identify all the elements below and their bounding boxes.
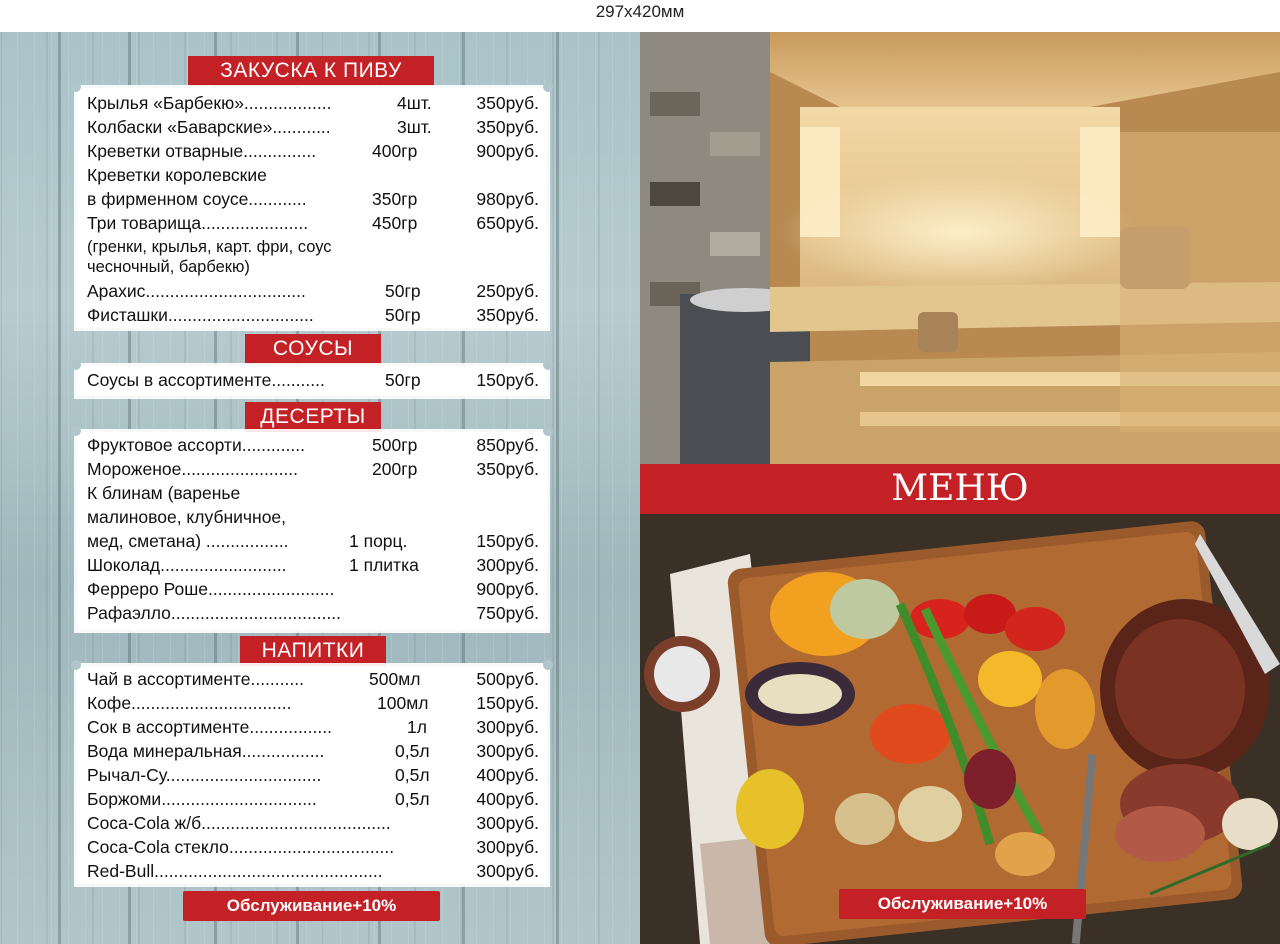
item-qty: 1 плитка	[349, 555, 419, 575]
plank-seam	[556, 32, 559, 944]
item-price: 300руб.	[476, 555, 539, 575]
item-qty: 50гр	[385, 305, 421, 325]
item-name: малиновое, клубничное,	[87, 507, 287, 527]
item-price: 980руб.	[476, 189, 539, 209]
menu-item	[87, 530, 539, 553]
sauces-card	[77, 366, 547, 396]
item-name: Чай в ассортименте...........	[87, 669, 304, 689]
item-price: 750руб.	[476, 603, 539, 623]
item-price: 150руб.	[476, 693, 539, 713]
item-qty: 50гр	[385, 281, 421, 301]
menu-item	[87, 554, 539, 577]
menu-item	[87, 212, 539, 235]
menu-item	[87, 92, 539, 115]
item-qty: 1 порц.	[349, 531, 408, 551]
item-name: Вода минеральная.................	[87, 741, 325, 761]
snacks-card	[77, 88, 547, 328]
item-price: 850руб.	[476, 435, 539, 455]
item-name: в фирменном соусе............	[87, 189, 307, 209]
item-name: Фруктовое ассорти.............	[87, 435, 305, 455]
item-name: Coca-Cola ж/б.......................................	[87, 813, 391, 833]
item-qty: 50гр	[385, 370, 421, 390]
menu-item	[87, 740, 539, 763]
menu-item	[87, 578, 539, 601]
menu-item	[87, 369, 539, 392]
item-price: 350руб.	[476, 117, 539, 137]
menu-title-band: МЕНЮ	[640, 464, 1280, 514]
menu-item	[87, 482, 539, 505]
section-title-sauces: СОУСЫ	[245, 334, 381, 364]
size-label: 297x420мм	[595, 2, 685, 21]
plank-seam	[58, 32, 61, 944]
item-name: (гренки, крылья, карт. фри, соус	[87, 238, 332, 256]
item-price: 350руб.	[476, 305, 539, 325]
menu-left-panel	[0, 32, 640, 944]
item-price: 400руб.	[476, 765, 539, 785]
item-qty: 500мл	[369, 669, 421, 689]
menu-item	[87, 764, 539, 787]
item-qty: 3шт.	[397, 117, 432, 137]
item-qty: 100мл	[377, 693, 429, 713]
section-title-drinks: НАПИТКИ	[240, 636, 386, 666]
item-price: 650руб.	[476, 213, 539, 233]
menu-item	[87, 812, 539, 835]
item-qty: 0,5л	[395, 741, 430, 761]
item-name: Арахис.................................	[87, 281, 306, 301]
item-name: Колбаски «Баварские»............	[87, 117, 331, 137]
menu-item	[87, 116, 539, 139]
item-name: Три товарища......................	[87, 213, 309, 233]
item-qty: 400гр	[372, 141, 418, 161]
item-qty: 0,5л	[395, 765, 430, 785]
menu-item	[87, 188, 539, 211]
item-price: 500руб.	[476, 669, 539, 689]
item-price: 300руб.	[476, 717, 539, 737]
service-charge-badge-cover: Обслуживание+10%	[839, 889, 1086, 919]
item-price: 300руб.	[476, 813, 539, 833]
item-name: Крылья «Барбекю»..................	[87, 93, 332, 113]
item-name: Фисташки..............................	[87, 305, 314, 325]
item-name: мед, сметана) .................	[87, 531, 289, 551]
item-price: 300руб.	[476, 861, 539, 881]
item-price: 300руб.	[476, 837, 539, 857]
item-name: Сок в ассортименте.................	[87, 717, 332, 737]
menu-item	[87, 860, 539, 883]
menu-item	[87, 788, 539, 811]
desserts-card	[77, 432, 547, 630]
menu-item	[87, 164, 539, 187]
item-qty: 4шт.	[397, 93, 432, 113]
service-charge-badge: Обслуживание+10%	[183, 891, 440, 921]
menu-item	[87, 458, 539, 481]
menu-item	[87, 280, 539, 303]
item-name: Кофе.................................	[87, 693, 292, 713]
item-name: К блинам (варенье	[87, 483, 241, 503]
section-title-desserts: ДЕСЕРТЫ	[245, 402, 381, 432]
item-price: 350руб.	[476, 459, 539, 479]
item-name: Ферреро Роше..........................	[87, 579, 335, 599]
item-name: чесночный, барбекю)	[87, 258, 250, 276]
menu-cover-panel	[640, 32, 1280, 944]
item-name: Креветки отварные...............	[87, 141, 317, 161]
item-name: Red-Bull...............................................	[87, 861, 383, 881]
grilled-food-photo	[640, 514, 1280, 944]
item-price: 300руб.	[476, 741, 539, 761]
sauna-photo	[640, 32, 1280, 464]
item-qty: 0,5л	[395, 789, 430, 809]
item-name: Рафаэлло...................................	[87, 603, 342, 623]
menu-item	[87, 304, 539, 327]
item-qty: 500гр	[372, 435, 418, 455]
item-qty: 450гр	[372, 213, 418, 233]
item-qty: 1л	[407, 717, 427, 737]
item-name: Креветки королевские	[87, 165, 267, 185]
item-price: 350руб.	[476, 93, 539, 113]
menu-item	[87, 836, 539, 859]
item-price: 900руб.	[476, 579, 539, 599]
menu-item	[87, 506, 539, 529]
item-name: Рычал-Су................................	[87, 765, 322, 785]
menu-item	[87, 692, 539, 715]
item-price: 900руб.	[476, 141, 539, 161]
menu-item	[87, 602, 539, 625]
item-name: Шоколад..........................	[87, 555, 287, 575]
item-price: 400руб.	[476, 789, 539, 809]
food-illustration	[640, 514, 1280, 944]
drinks-card	[77, 666, 547, 884]
menu-item	[87, 716, 539, 739]
menu-item	[87, 668, 539, 691]
item-price: 250руб.	[476, 281, 539, 301]
item-name: Coca-Cola стекло..................................	[87, 837, 395, 857]
menu-item	[87, 434, 539, 457]
section-title-snacks: ЗАКУСКА К ПИВУ	[188, 56, 434, 86]
item-qty: 200гр	[372, 459, 418, 479]
item-qty: 350гр	[372, 189, 418, 209]
item-name: Мороженое........................	[87, 459, 299, 479]
menu-item-note	[87, 256, 539, 279]
item-price: 150руб.	[476, 370, 539, 390]
sauna-illustration	[640, 32, 1280, 464]
item-name: Боржоми................................	[87, 789, 317, 809]
item-name: Соусы в ассортименте...........	[87, 370, 325, 390]
item-price: 150руб.	[476, 531, 539, 551]
menu-item	[87, 140, 539, 163]
